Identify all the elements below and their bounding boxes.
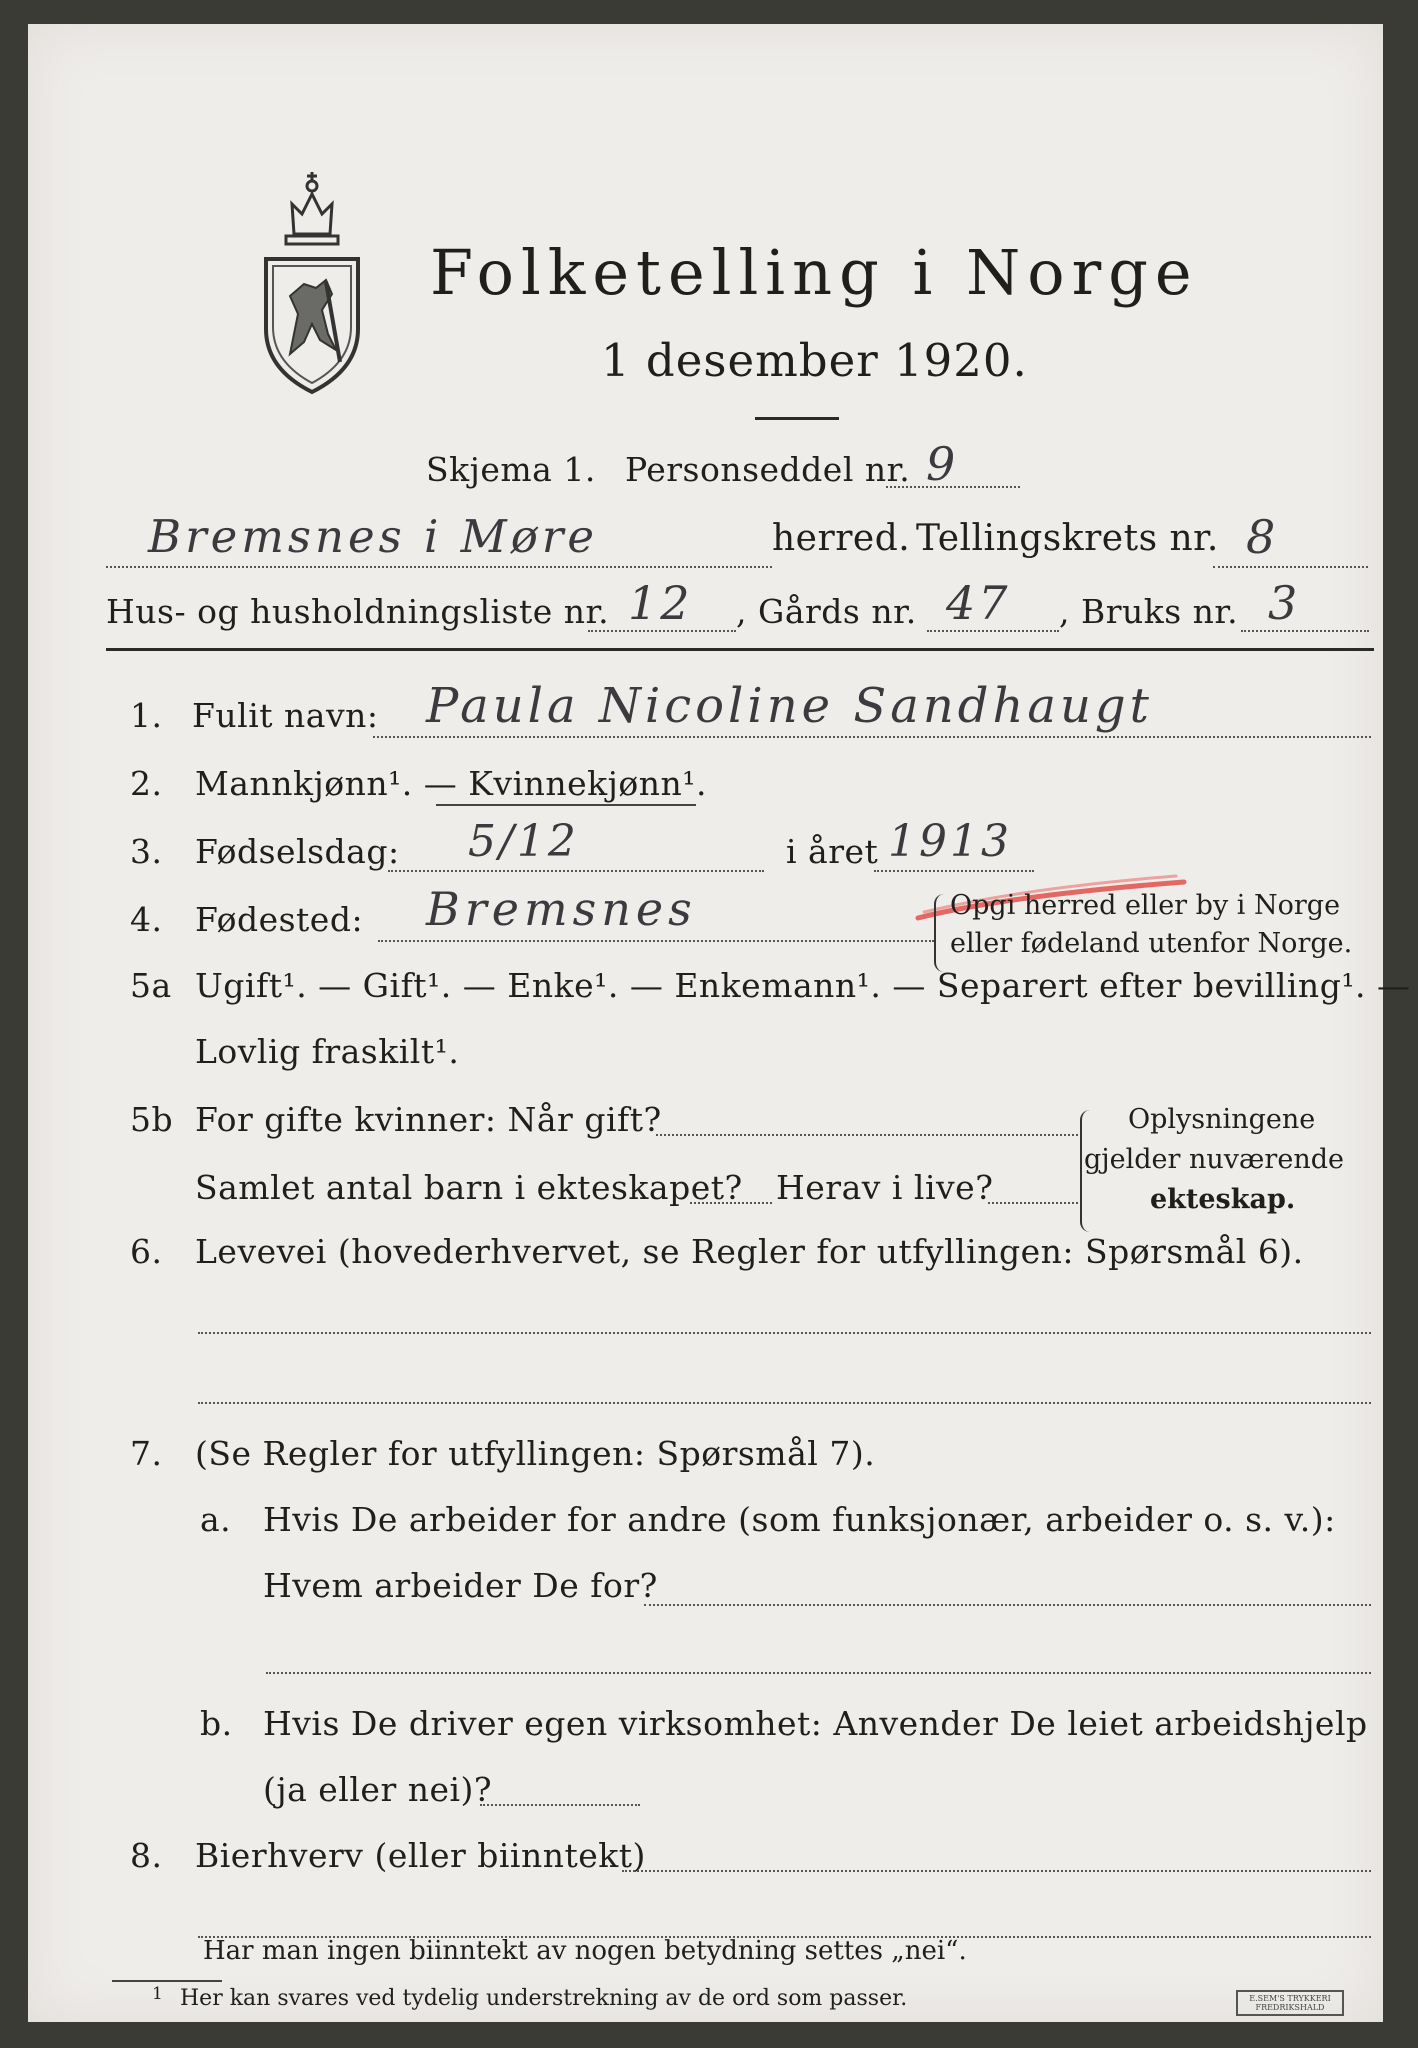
printer-stamp-line2: FREDRIKSHALD xyxy=(1255,2003,1325,2012)
q6-line2 xyxy=(198,1402,1371,1404)
printer-stamp-line1: E.SEM'S TRYKKERI xyxy=(1249,1994,1331,2003)
q6-number: 6. xyxy=(130,1232,163,1271)
footnote-mark: 1 xyxy=(152,1984,163,2004)
personseddel-value: 9 xyxy=(926,437,959,491)
q7-label: (Se Regler for utfyllingen: Spørsmål 7). xyxy=(195,1434,876,1473)
q5a-line2: Lovlig fraskilt¹. xyxy=(195,1032,460,1071)
q5b-line1-dots xyxy=(656,1134,1078,1136)
q1-value: Paula Nicoline Sandhaugt xyxy=(426,678,1153,734)
q5b-number: 5b xyxy=(130,1100,174,1139)
q7b-line2: (ja eller nei)? xyxy=(263,1770,493,1809)
q1-label: Fulit navn: xyxy=(192,696,379,735)
husliste-line xyxy=(588,630,736,632)
q7a-letter: a. xyxy=(200,1500,232,1539)
q4-note-line2: eller fødeland utenfor Norge. xyxy=(950,928,1353,959)
coat-of-arms-icon xyxy=(256,164,368,400)
footnote-text: Her kan svares ved tydelig understrekning av de ord som passer. xyxy=(180,1986,908,2011)
q7b-line1: Hvis De driver egen virksomhet: Anvender De leiet arbeidshjelp xyxy=(263,1704,1368,1743)
herred-value: Bremsnes i Møre xyxy=(148,510,598,563)
q5b-note1: Oplysningene xyxy=(1128,1104,1316,1135)
footnote-rule xyxy=(112,1980,222,1982)
census-form-sheet xyxy=(28,24,1411,2022)
bruks-line xyxy=(1241,630,1369,632)
q5b-line1: For gifte kvinner: Når gift? xyxy=(195,1100,662,1139)
q4-value: Bremsnes xyxy=(426,882,697,936)
q2-label: Mannkjønn¹. — Kvinnekjønn¹. xyxy=(195,764,707,803)
q8-label: Bierhverv (eller biinntekt) xyxy=(195,1836,646,1875)
q2-underline-kvinnekjonn xyxy=(436,804,696,806)
printer-stamp xyxy=(1236,1990,1344,2016)
herred-label: herred. xyxy=(772,518,911,559)
tellingskrets-value: 8 xyxy=(1246,510,1279,564)
q1-number: 1. xyxy=(130,696,163,735)
q5b-note2: gjelder nuværende xyxy=(1084,1144,1344,1175)
tellingskrets-label: Tellingskrets nr. xyxy=(916,518,1219,559)
q6-label: Levevei (hovederhvervet, se Regler for utfyllingen: Spørsmål 6). xyxy=(195,1232,1304,1271)
q7b-line2-dots xyxy=(480,1804,640,1806)
q7a-line1: Hvis De arbeider for andre (som funksjonær, arbeider o. s. v.): xyxy=(263,1500,1336,1539)
q3-number: 3. xyxy=(130,832,163,871)
header-rule xyxy=(106,648,1374,651)
herred-line xyxy=(106,566,772,568)
q3-label: Fødselsdag: xyxy=(195,832,400,871)
q7b-letter: b. xyxy=(200,1704,233,1743)
census-date: 1 desember 1920. xyxy=(601,334,1028,387)
q4-note-line1: Opgi herred eller by i Norge xyxy=(950,890,1341,921)
q8-number: 8. xyxy=(130,1836,163,1875)
gards-value: 47 xyxy=(946,576,1011,630)
q1-line xyxy=(373,736,1371,738)
q3-line xyxy=(388,870,764,872)
q6-line1 xyxy=(198,1332,1371,1334)
q8-note: Har man ingen biinntekt av nogen betydning settes „nei“. xyxy=(203,1936,967,1966)
personseddel-label: Personseddel nr. xyxy=(625,450,911,489)
q5a-line1: Ugift¹. — Gift¹. — Enke¹. — Enkemann¹. — Separert efter bevilling¹. — xyxy=(195,966,1411,1005)
gards-label: , Gårds nr. xyxy=(736,592,917,631)
q5b-line2a: Samlet antal barn i ekteskapet? xyxy=(195,1168,743,1207)
q5b-line2a-dots xyxy=(690,1202,772,1204)
q5b-line2b-dots xyxy=(988,1202,1078,1204)
q2-number: 2. xyxy=(130,764,163,803)
q4-number: 4. xyxy=(130,900,163,939)
q7a-line2-dots xyxy=(644,1604,1371,1606)
gards-line xyxy=(927,630,1059,632)
q7a-line2: Hvem arbeider De for? xyxy=(263,1566,658,1605)
q4-note-brace xyxy=(934,894,950,972)
q3-value: 5/12 xyxy=(468,816,579,867)
q5b-line2b: Herav i live? xyxy=(776,1168,994,1207)
form-title: Folketelling i Norge xyxy=(430,236,1199,309)
bruks-value: 3 xyxy=(1268,576,1301,630)
q4-label: Fødested: xyxy=(195,900,364,939)
bruks-label: , Bruks nr. xyxy=(1059,592,1239,631)
tellingskrets-line xyxy=(1213,566,1368,568)
husliste-label: Hus- og husholdningsliste nr. xyxy=(106,592,610,631)
q4-line xyxy=(378,940,934,942)
q5a-number: 5a xyxy=(130,966,172,1005)
q8-line1-dots xyxy=(622,1870,1371,1872)
title-divider xyxy=(755,417,839,420)
q3-year-label: i året xyxy=(786,832,879,871)
skjema-label: Skjema 1. xyxy=(426,450,596,489)
husliste-value: 12 xyxy=(628,576,693,630)
q3-year-value: 1913 xyxy=(888,816,1012,867)
q5b-note3: ekteskap. xyxy=(1150,1184,1296,1215)
q7a-line3-dots xyxy=(266,1672,1371,1674)
q7-number: 7. xyxy=(130,1434,163,1473)
